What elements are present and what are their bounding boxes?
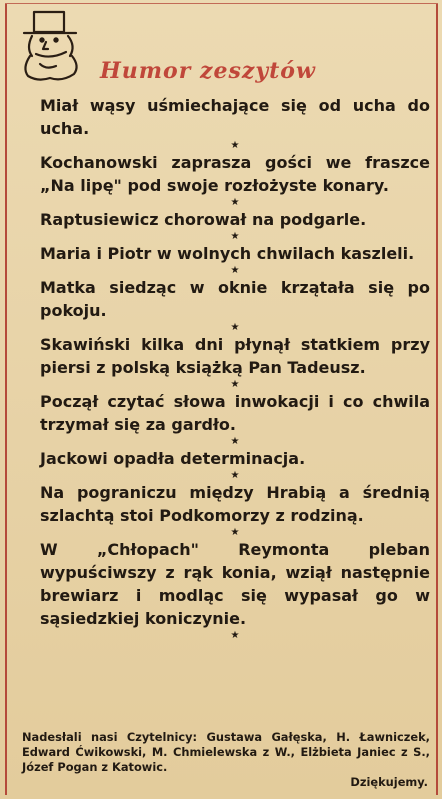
joke-item: Na pograniczu między Hrabią a średnią szlachtą stoi Podkomorzy z rodziną.: [40, 483, 430, 525]
star-separator: ★: [230, 527, 240, 538]
star-separator: ★: [230, 140, 240, 151]
page-title: Humor zeszytów: [100, 58, 316, 84]
joke-item: Jackowi opadła determinacja.: [40, 449, 306, 468]
star-separator: ★: [230, 231, 240, 242]
joke-item: Skawiński kilka dni płynął statkiem przy piersi z polską książką Pan Tadeusz.: [40, 335, 430, 377]
right-border: [436, 4, 438, 795]
left-border: [5, 4, 7, 795]
joke-item: Począł czytać słowa inwokacji i co chwila trzymał się za gardło.: [40, 392, 430, 434]
star-separator: ★: [230, 470, 240, 481]
thanks-note: Dziękujemy.: [350, 775, 428, 789]
star-separator: ★: [230, 379, 240, 390]
star-separator: ★: [230, 322, 240, 333]
bearded-face-icon: [16, 6, 90, 84]
top-border: [5, 3, 438, 4]
joke-item: Raptusiewicz chorował na podgarle.: [40, 210, 367, 229]
joke-item: Maria i Piotr w wolnych chwilach kaszleli.: [40, 244, 415, 263]
joke-item: Miał wąsy uśmiechające się od ucha do ucha.: [40, 96, 430, 138]
joke-item: W „Chłopach" Reymonta pleban wypuściwszy z rąk konia, wziął następnie brewiarz i modląc się wypasał go w sąsiedzkiej koniczynie.: [40, 540, 430, 628]
star-separator: ★: [230, 265, 240, 276]
reader-credits: Nadesłali nasi Czytelnicy: Gustawa Gałęska, H. Ławniczek, Edward Ćwikowski, M. Chmielewska z W., Elżbieta Janiec z S., Józef Pogan z Katowic.: [22, 730, 430, 774]
star-separator: ★: [230, 436, 240, 447]
joke-list: [40, 94, 430, 641]
joke-item: Matka siedząc w oknie krzątała się po pokoju.: [40, 278, 430, 320]
star-separator: ★: [230, 630, 240, 641]
star-separator: ★: [230, 197, 240, 208]
joke-item: Kochanowski zaprasza gości we fraszce „Na lipę" pod swoje rozłożyste konary.: [40, 153, 430, 195]
